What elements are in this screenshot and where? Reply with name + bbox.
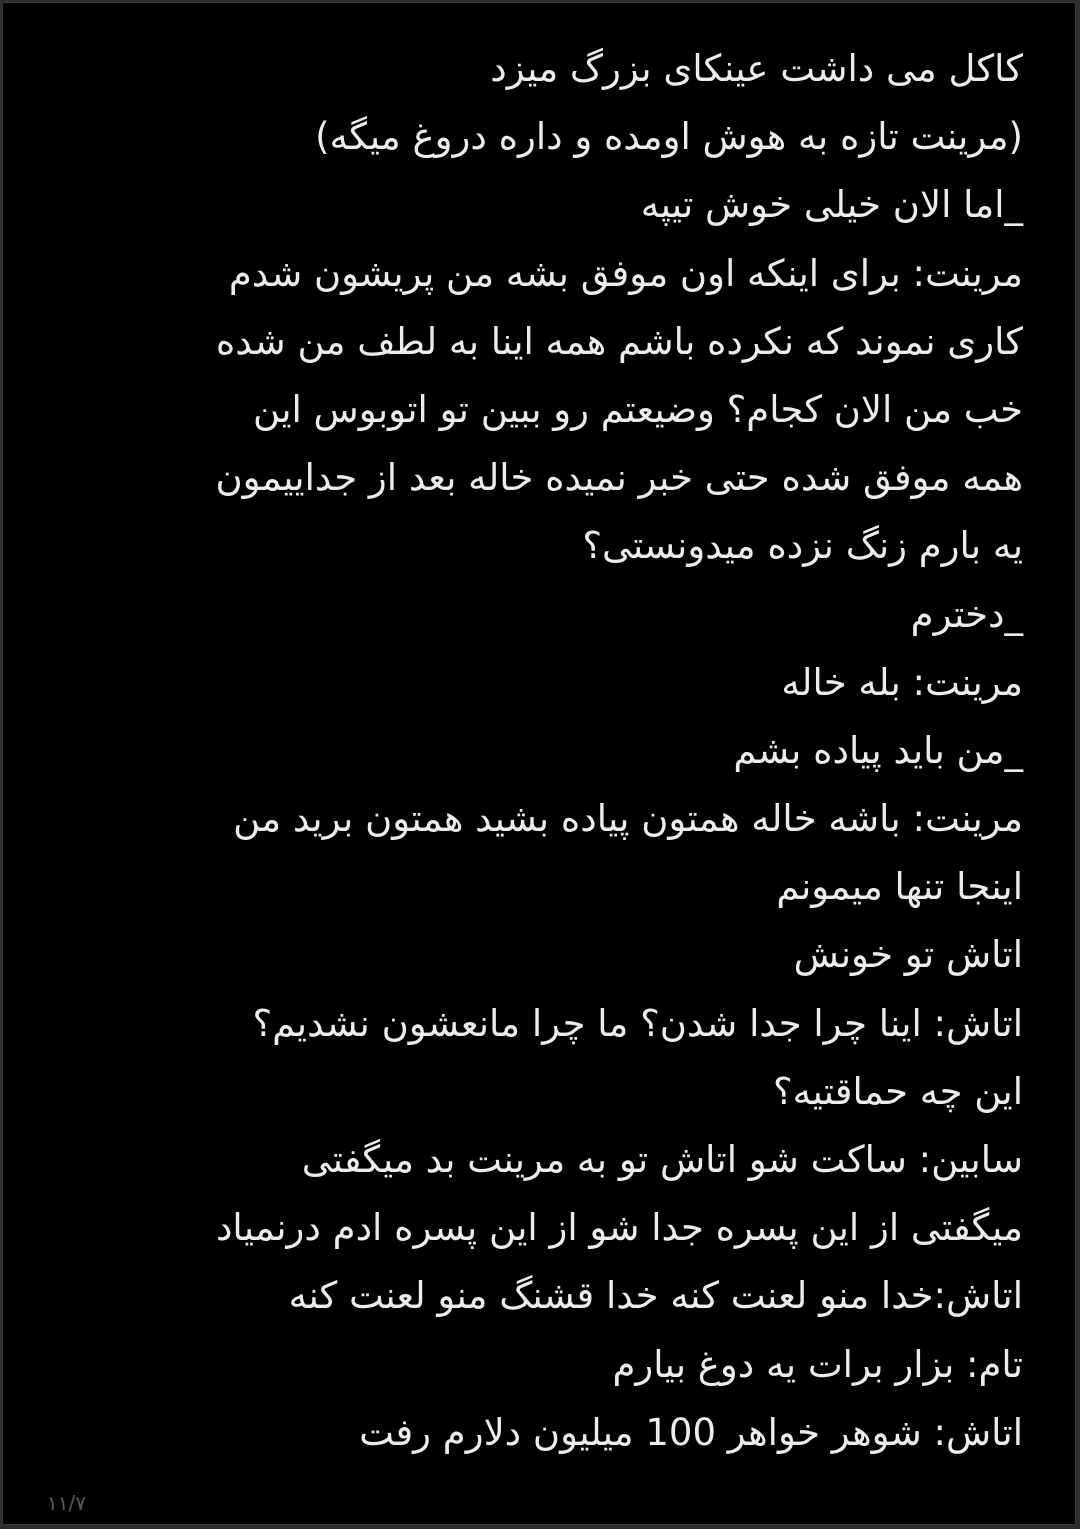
text-line: _دخترم: [910, 592, 1023, 636]
text-line: اتاش:خدا منو لعنت کنه خدا قشنگ منو لعنت کنه: [288, 1274, 1023, 1318]
page-number: ۱۱/۷: [47, 1491, 86, 1515]
text-line: یه بارم زنگ نزده میدونستی؟: [582, 524, 1023, 568]
text-line: تام: بزار برات یه دوغ بیارم: [612, 1342, 1023, 1386]
text-line: اینجا تنها میمونم: [776, 865, 1023, 909]
text-line: مرینت: برای اینکه اون موفق بشه من پریشون شدم: [228, 251, 1023, 295]
text-line: مرینت: بله خاله: [781, 660, 1023, 704]
text-line: مرینت: باشه خاله همتون پیاده بشید همتون برید من: [233, 797, 1023, 841]
text-line: کاکل می داشت عینکای بزرگ میزد: [490, 47, 1023, 90]
text-line: (مرینت تازه به هوش اومده و داره دروغ میگه): [315, 115, 1023, 159]
text-line: _من باید پیاده بشم: [733, 728, 1023, 772]
text-line: اتاش تو خونش: [793, 933, 1023, 977]
text-line: سابین: ساکت شو اتاش تو به مرینت بد میگفتی: [301, 1138, 1023, 1181]
document-page: [2, 2, 1076, 1525]
text-line: _اما الان خیلی خوش تیپه: [640, 183, 1023, 227]
text-line: میگفتی از این پسره جدا شو از این پسره ادم درنمیاد: [215, 1206, 1023, 1250]
text-line: همه موفق شده حتی خبر نمیده خاله بعد از جداییمون: [215, 456, 1023, 500]
text-line: کاری نموند که نکرده باشم همه اینا به لطف من شده: [215, 319, 1023, 363]
text-line: اتاش: اینا چرا جدا شدن؟ ما چرا مانعشون نشدیم؟: [252, 1001, 1023, 1045]
text-line: اتاش: شوهر خواهر 100 میلیون دلارم رفت: [359, 1410, 1023, 1454]
text-line: این چه حماقتیه؟: [772, 1069, 1023, 1113]
text-line: خب من الان کجام؟ وضیعتم رو ببین تو اتوبوس این: [253, 387, 1023, 431]
story-text: [53, 35, 1023, 1467]
